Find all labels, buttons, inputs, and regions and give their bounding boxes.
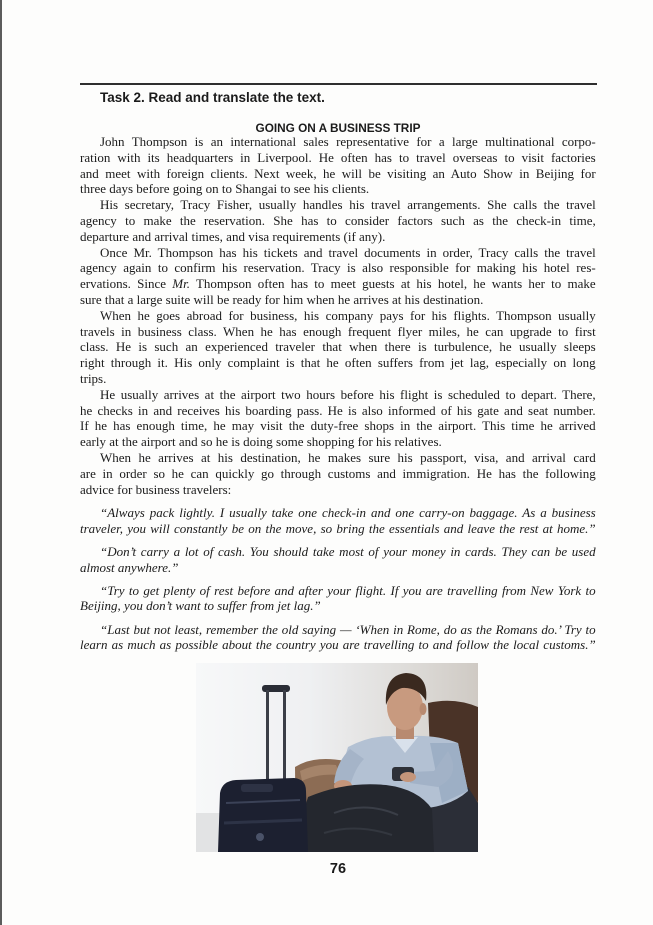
text-line: he checks in and receives his boarding pass. He is also informed of his gate and seat number. — [80, 402, 596, 418]
draped-jacket — [302, 784, 434, 852]
text-line: trips. — [80, 370, 107, 386]
text-line: departure and arrival times, and visa requirements (if any). — [80, 228, 386, 244]
text-line: sure that a large suite will be ready for him when he arrives at his destination. — [80, 291, 484, 307]
text-line: are in order so he can quickly go through customs and immigration. He has the following — [80, 465, 596, 481]
text-line: travels in business class. When he has enough frequent flyer miles, he can upgrade to first — [80, 323, 596, 339]
suitcase — [218, 778, 308, 852]
left-hand — [400, 772, 416, 782]
text-segment: ervations. Since — [80, 276, 173, 292]
quote-line: “Don’t carry a lot of cash. You should take most of your money in cards. They can be used — [100, 543, 596, 559]
article-title: GOING ON A BUSINESS TRIP — [255, 121, 421, 135]
quote-line: Beijing, you don’t want to suffer from jet lag.” — [80, 598, 321, 614]
business-traveler-photo — [196, 663, 478, 852]
text-line: ration with its headquarters in Liverpool. He often has to travel overseas to visit factories — [80, 149, 596, 165]
quote-line: “Last but not least, remember the old saying — ‘When in Rome, do as the Romans do.’ Try to — [100, 621, 596, 637]
text-line: Once Mr. Thompson has his tickets and travel documents in order, Tracy calls the travel — [100, 244, 596, 260]
suitcase-handle — [262, 685, 290, 788]
text-line: agency to make the reservation. She has to consider factors such as the check-in time, — [80, 212, 596, 228]
task-heading: Task 2. Read and translate the text. — [100, 90, 325, 105]
text-line: advice for business travelers: — [80, 481, 232, 497]
paragraph-4 — [80, 308, 596, 387]
quote-line: “Always pack lightly. I usually take one check-in and one carry-on baggage. As a business — [100, 504, 596, 520]
quote-line: traveler, you will constantly be on the move, so bring the essentials and leave the rest at home.” — [80, 520, 596, 536]
paragraph-2 — [80, 197, 596, 244]
text-line: three days before going on to Shangai to see his clients. — [80, 181, 370, 197]
text-segment: Thompson often has to meet guests at his hotel, he wants her to make — [189, 276, 596, 292]
advice-quote-3 — [80, 583, 596, 615]
italic-title-mr: Mr. — [172, 276, 190, 292]
text-line: If he has enough time, he may visit the duty-free shops in the airport. This time he arrived — [80, 418, 596, 434]
paragraph-3 — [80, 245, 596, 308]
advice-quote-2 — [80, 544, 596, 576]
text-line: and meet with foreign clients. Next week, he will be visiting an Auto Show in Beijing for — [80, 165, 596, 181]
article-body — [80, 134, 596, 653]
quote-line: learn as much as possible about the country you are travelling to and follow the local customs.” — [80, 637, 596, 653]
paragraph-6 — [80, 450, 596, 497]
paragraph-5 — [80, 387, 596, 450]
text-line — [80, 276, 596, 292]
text-line: agency again to confirm his reservation. Tracy is also responsible for making his hotel res- — [80, 260, 596, 276]
advice-quote-1 — [80, 505, 596, 537]
text-line: When he goes abroad for business, his company pays for his flights. Thompson usually — [100, 307, 596, 323]
page-edge — [0, 0, 2, 925]
page-number: 76 — [329, 861, 347, 877]
text-line: class. He is such an experienced traveler that when there is turbulence, he usually sleeps — [80, 339, 596, 355]
advice-quote-4 — [80, 622, 596, 654]
quote-line: “Try to get plenty of rest before and after your flight. If you are travelling from New York to — [100, 582, 596, 598]
quote-line: almost anywhere.” — [80, 559, 179, 575]
text-line: right through it. His only complaint is that he often suffers from jet lag, especially on long — [80, 355, 596, 371]
text-line: His secretary, Tracy Fisher, usually handles his travel arrangements. She calls the travel — [100, 197, 596, 213]
header-rule — [80, 83, 597, 85]
text-line: early at the airport and so he is doing some shopping for his relatives. — [80, 434, 442, 450]
text-line: When he arrives at his destination, he makes sure his passport, visa, and arrival card — [100, 449, 596, 465]
text-line: John Thompson is an international sales representative for a large multinational corpo- — [100, 134, 596, 149]
paragraph-1 — [80, 134, 596, 197]
photo-illustration — [196, 663, 478, 852]
text-line: He usually arrives at the airport two hours before his flight is scheduled to depart. There, — [100, 386, 596, 402]
